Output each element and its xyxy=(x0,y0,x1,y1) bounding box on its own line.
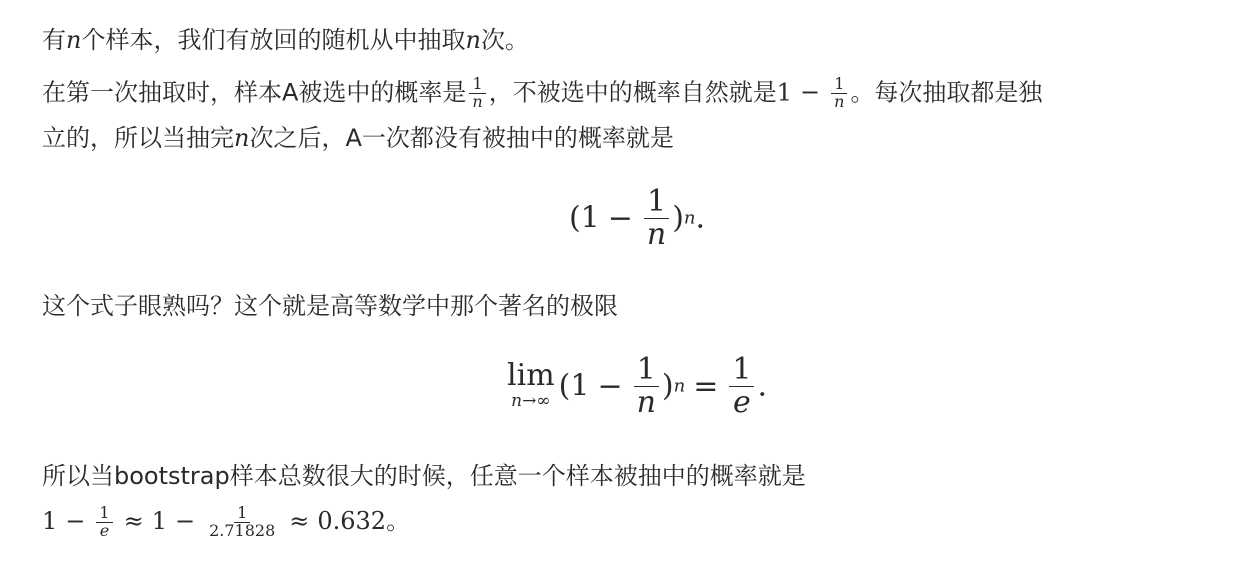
equation-one-minus-1-over-n-power-n xyxy=(42,186,1232,250)
text-segment: 。 xyxy=(386,507,411,535)
text-segment: 个样本，我们有放回的随机从中抽取 xyxy=(81,26,466,54)
math-approx: ≈ xyxy=(289,507,310,535)
text-segment: 。每次抽取都是独 xyxy=(850,78,1043,107)
text-segment: ，不被选中的概率自然就是 xyxy=(488,78,777,107)
paragraph-limit-intro xyxy=(42,290,618,322)
text-segment: 在第一次抽取时，样本A被选中的概率是 xyxy=(42,78,467,107)
math-one: 1 xyxy=(42,507,58,535)
math-minus: − xyxy=(65,507,86,535)
math-period: . xyxy=(757,368,767,404)
inline-fraction-1-over-n: $\frac{1}{n}$ xyxy=(469,76,485,111)
inline-fraction-1-over-2.71828: $\frac{1}{2.71828}$ xyxy=(209,502,276,540)
math-rparen: ) xyxy=(661,368,674,404)
math-var-n: n xyxy=(465,26,481,54)
paragraph-probability-line2 xyxy=(42,122,674,154)
math-lparen-one: (1 xyxy=(558,368,590,404)
math-exponent-n: n xyxy=(683,207,696,229)
display-fraction-1-over-n: $\frac{1}{n}$ xyxy=(644,186,669,250)
paragraph-intro xyxy=(42,24,529,56)
math-period: . xyxy=(695,200,706,236)
paragraph-bootstrap xyxy=(42,460,806,492)
math-one: 1 xyxy=(151,507,167,535)
math-minus: − xyxy=(597,368,623,404)
text-segment: 次。 xyxy=(480,26,529,54)
display-fraction-1-over-n: $\frac{1}{n}$ xyxy=(634,354,659,418)
math-var-n: n xyxy=(66,26,82,54)
limit-operator: lim n→∞ xyxy=(507,357,555,411)
text-segment: 所以当bootstrap样本总数很大的时候，任意一个样本被抽中的概率就是 xyxy=(42,462,806,490)
inline-fraction-1-over-e: $\frac{1}{e}$ xyxy=(96,505,112,540)
math-one: 1 xyxy=(776,78,793,107)
math-result: 0.632 xyxy=(317,507,387,535)
math-minus: − xyxy=(174,507,196,535)
text-segment: 次之后，A一次都没有被抽中的概率就是 xyxy=(249,124,674,152)
math-rparen: ) xyxy=(672,200,684,236)
math-minus: − xyxy=(607,200,633,236)
equation-approximation xyxy=(42,500,410,542)
inline-fraction-1-over-n: $\frac{1}{n}$ xyxy=(831,76,847,111)
math-equals: = xyxy=(693,368,719,404)
math-approx: ≈ xyxy=(123,507,144,535)
text-segment: 立的，所以当抽完 xyxy=(42,124,234,152)
equation-limit xyxy=(42,354,1232,418)
text-segment: 这个式子眼熟吗？这个就是高等数学中那个著名的极限 xyxy=(42,292,618,320)
math-minus: − xyxy=(800,78,821,107)
text-segment: 有 xyxy=(42,26,66,54)
math-exponent-n: n xyxy=(673,375,686,397)
paragraph-probability-line1 xyxy=(42,76,1042,111)
math-var-n: n xyxy=(234,124,250,152)
math-lparen-one: (1 xyxy=(568,200,600,236)
display-fraction-1-over-e: $\frac{1}{e}$ xyxy=(729,354,754,418)
